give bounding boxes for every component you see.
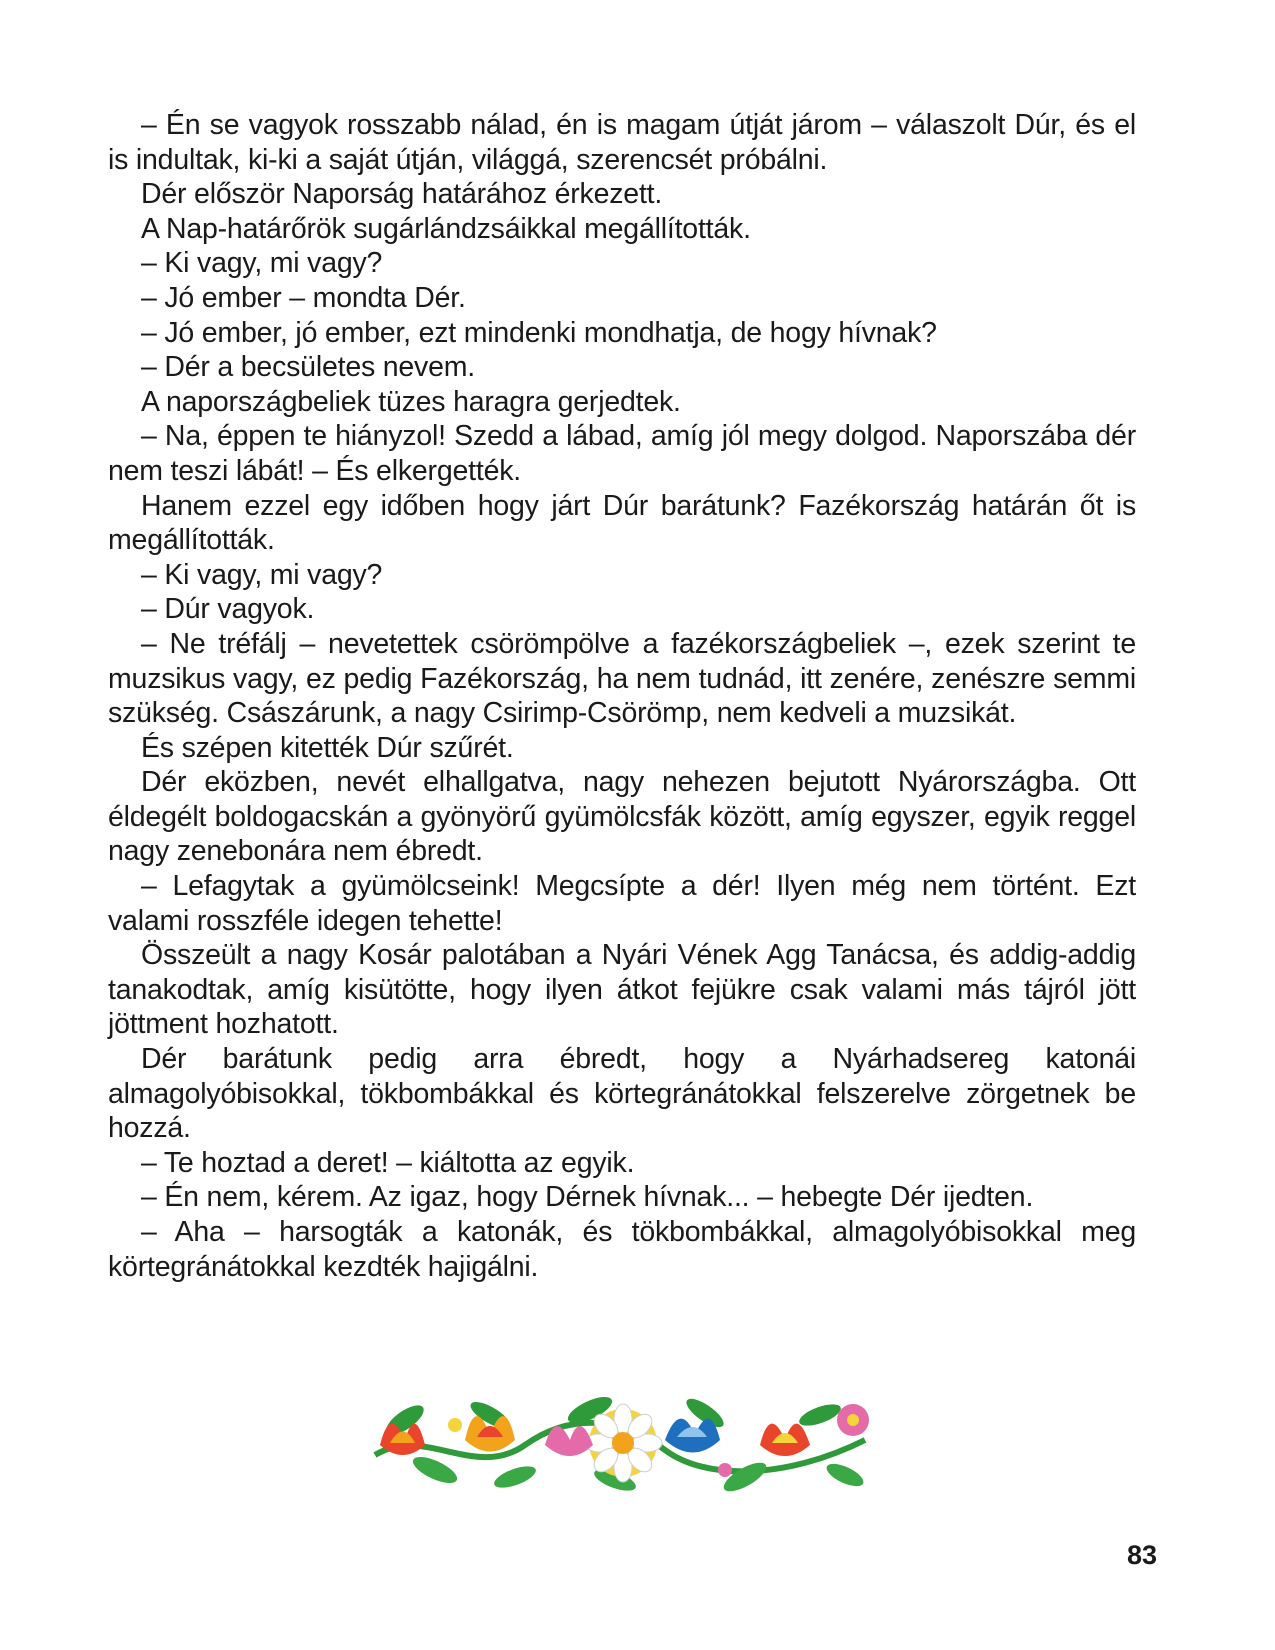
paragraph: Hanem ezzel egy időben hogy járt Dúr barátunk? Fazékország határán őt is megállították. bbox=[108, 489, 1136, 557]
paragraph: Dér barátunk pedig arra ébredt, hogy a Nyárhadsereg katonái almagolyóbisokkal, tökbombákkal és körtegránátokkal felszerelve zörgetnek be hozzá. bbox=[108, 1043, 1136, 1145]
paragraph: – Aha – harsogták a katonák, és tökbombákkal, almagolyóbisokkal meg körtegránátokkal kezdték hajigálni. bbox=[108, 1216, 1136, 1283]
paragraph: – Dér a becsületes nevem. bbox=[141, 351, 476, 384]
paragraph: – Te hoztad a deret! – kiáltotta az egyik. bbox=[141, 1146, 635, 1179]
folk-floral-border-icon bbox=[365, 1385, 875, 1497]
paragraph: Dér először Naporság határához érkezett. bbox=[141, 178, 663, 211]
paragraph: A Nap-határőrök sugárlándzsáikkal megállították. bbox=[141, 212, 751, 245]
paragraph: – Én se vagyok rosszabb nálad, én is magam útját járom – válaszolt Dúr, és el is indultak, ki-ki a saját útján, világgá, szerencsét próbálni. bbox=[108, 109, 1136, 176]
story-text bbox=[108, 108, 1136, 1284]
page-number: 83 bbox=[1126, 1540, 1157, 1570]
paragraph: – Ne tréfálj – nevetettek csörömpölve a fazékországbeliek –, ezek szerint te muzsikus vagy, ez pedig Fazékország, ha nem tudnád, itt zenére, zenészre semmi szükség. Császárunk, a nagy Csirimp-Csörömp, nem kedveli a muzsikát. bbox=[108, 627, 1136, 730]
paragraph: Összeült a nagy Kosár palotában a Nyári Vének Agg Tanácsa, és addig-addig tanakodtak, amíg kisütötte, hogy ilyen átkot fejükre csak valami más tájról jött jöttment hozhatott. bbox=[108, 939, 1136, 1041]
paragraph: És szépen kitették Dúr szűrét. bbox=[141, 731, 514, 764]
paragraph: – Lefagytak a gyümölcseink! Megcsípte a dér! Ilyen még nem történt. Ezt valami rosszféle idegen tehette! bbox=[108, 870, 1136, 937]
paragraph: A napországbeliek tüzes haragra gerjedtek. bbox=[141, 385, 681, 418]
paragraph: – Ki vagy, mi vagy? bbox=[141, 558, 383, 591]
paragraph: – Jó ember, jó ember, ezt mindenki mondhatja, de hogy hívnak? bbox=[141, 316, 937, 349]
paragraph: – Ki vagy, mi vagy? bbox=[141, 247, 383, 280]
paragraph: Dér eközben, nevét elhallgatva, nagy nehezen bejutott Nyárországba. Ott éldegélt boldogacskán a gyönyörű gyümölcsfák között, amíg egyszer, egyik reggel nagy zenebonára nem ébredt. bbox=[108, 766, 1136, 868]
paragraph: – Na, éppen te hiányzol! Szedd a lábad, amíg jól megy dolgod. Naporszába dér nem teszi lábát! – És elkergették. bbox=[108, 420, 1136, 487]
paragraph: – Én nem, kérem. Az igaz, hogy Dérnek hívnak... – hebegte Dér ijedten. bbox=[141, 1181, 1034, 1214]
paragraph: – Jó ember – mondta Dér. bbox=[141, 281, 466, 314]
paragraph: – Dúr vagyok. bbox=[141, 593, 315, 626]
